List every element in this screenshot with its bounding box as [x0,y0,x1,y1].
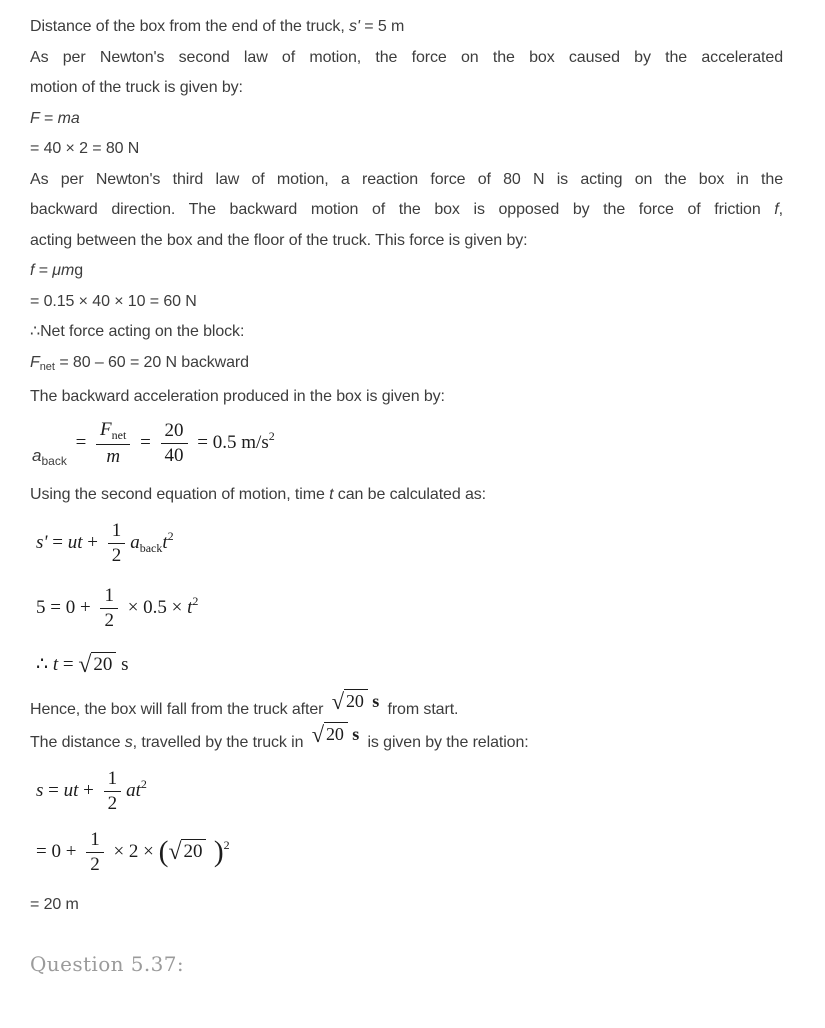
text-line [30,348,783,383]
text-run: 2 [192,593,199,608]
text-line [30,73,783,104]
text-run: = [70,431,92,453]
square-root [168,839,206,866]
text-run: a [130,531,140,553]
text-run: = [39,109,58,127]
text-line [30,165,783,196]
text-run: F [30,109,40,127]
text-run: = 0 + [36,840,82,862]
text-run: 2 [223,837,230,852]
text-run: a [32,445,42,465]
text-run: t [162,531,168,553]
text-run: ma [57,109,80,127]
radicand [91,652,116,675]
text-line [30,226,783,257]
spacer [30,921,783,949]
fraction-denominator [104,792,122,815]
text-run: = [43,779,64,801]
text-line [30,134,783,165]
equation [36,829,783,876]
text-line [30,43,783,74]
text-run: The distance [30,733,125,751]
text-run: s' [36,531,48,553]
text-run: ( [158,836,169,868]
equation [36,652,783,679]
fraction-denominator [108,544,126,567]
fraction-numerator [161,420,188,444]
text-run: from start. [383,701,459,718]
text-run: t [187,596,193,618]
text-run: + [78,779,99,801]
text-line [30,287,783,318]
fraction-numerator [104,768,122,792]
text-run: = [34,262,53,279]
text-run: Hence, the box will fall from the truck after [30,701,328,718]
text-run: 1 [111,520,122,541]
text-run: 2 [167,528,174,543]
text-run: 40 [164,444,184,466]
text-run: 20 [325,723,344,744]
square-root [78,652,116,679]
text-run: s [367,691,380,711]
text-run: μm [52,262,75,279]
text-run: 20 [164,419,184,441]
text-run: motion of the truck is given by: [30,79,243,96]
question-heading [30,949,783,980]
text-run: = [47,531,68,553]
radical-sign-icon: √ [78,652,92,678]
text-run: back [41,453,67,468]
text-line [30,480,783,511]
text-run: ∴ [36,654,53,675]
fraction-denominator [161,444,188,467]
text-run: 1 [104,585,114,606]
text-run: 1 [90,829,100,850]
text-run: g [74,262,84,279]
text-run: 1 [107,768,118,789]
text-line [30,382,783,413]
fraction [96,419,130,468]
inline-math [332,686,379,718]
fraction [104,768,122,815]
fraction-numerator [100,585,118,609]
text-run: ) [206,836,224,868]
fraction [100,585,118,632]
fraction-numerator [86,829,104,853]
equation [36,585,783,632]
fraction-denominator [86,853,104,876]
text-run: ut [63,779,79,801]
text-run: t [329,485,334,503]
equation [32,419,783,468]
text-run: 2 [111,545,122,566]
text-line [30,195,783,226]
text-run: 2 [107,793,118,814]
fraction-numerator [96,419,130,445]
text-run: net [39,360,55,373]
text-run: = [135,431,156,453]
text-run: 5 = 0 + [36,596,96,618]
text-run: F [30,353,40,371]
radicand [324,722,348,744]
text-line [30,317,783,348]
square-root [332,686,368,718]
text-run: Using the second equation of motion, time [30,485,330,503]
text-run: f [774,201,779,218]
text-line [30,256,783,287]
text-line [30,104,783,135]
text-run: is given by the relation: [363,733,529,751]
text-run: t [52,654,59,675]
fraction-denominator [100,609,118,632]
text-run: = 5 m [359,18,405,35]
text-run: ut [67,531,83,553]
text-line [30,890,783,921]
text-run: 20 [346,691,364,711]
text-run: f [30,262,35,279]
text-run: 2 [268,428,275,443]
text-run: = 0.5 m/s [192,431,269,453]
text-run: = 80 – 60 = 20 N backward [54,353,249,371]
text-run: Question 5.37: [30,951,184,976]
radicand [344,689,368,711]
text-run: can be calculated as: [333,485,487,503]
text-run: s [124,733,133,751]
text-run: at [126,779,141,801]
square-root [312,719,348,751]
text-run: back [139,540,163,555]
text-run: = 0.15 × 40 × 10 = 60 N [30,292,197,310]
text-run: × 2 × [108,840,159,862]
text-run: As per Newton's third law of motion, a reaction force of 80 N is acting on the box in the [30,170,783,188]
text-line [30,689,783,726]
text-run: × 0.5 × [122,596,188,618]
math-group [32,445,67,468]
fraction-numerator [108,520,126,544]
text-run: = [58,654,79,675]
radical-sign-icon: √ [311,721,324,747]
text-run: 2 [104,610,114,631]
fraction-denominator [96,445,130,468]
radical-sign-icon: √ [168,838,182,865]
text-line [30,721,783,759]
text-run: As per Newton's second law of motion, the force on the box caused by the accelerated [30,48,783,66]
text-run: acting between the box and the floor of the truck. This force is given by: [30,231,528,249]
equation [36,520,783,567]
radicand [181,839,206,862]
radical-sign-icon: √ [331,689,344,714]
text-run: s [347,723,360,744]
text-run: Distance of the box from the end of the truck, [30,18,350,35]
text-run: = 20 m [30,896,79,913]
text-run: 20 [93,654,113,675]
text-run: s' [349,18,360,35]
text-run: s [116,654,129,675]
text-line [30,12,783,43]
inline-math [312,719,359,751]
text-run: , travelled by the truck in [132,733,308,751]
equation [36,768,783,815]
text-run: 20 [183,840,203,862]
fraction [108,520,126,567]
fraction [161,420,188,467]
text-run: = 40 × 2 = 80 N [30,140,140,157]
text-run: 2 [90,854,100,875]
fraction [86,829,104,876]
text-run: F [100,418,112,440]
text-run: 2 [140,776,147,791]
text-run: m [106,445,121,467]
text-run: s [36,779,44,801]
text-run: backward direction. The backward motion of the box is opposed by the force of friction [30,201,775,218]
text-run: + [82,531,103,553]
text-run: net [111,427,127,442]
text-run: The backward acceleration produced in the box is given by: [30,388,445,405]
text-run: , [778,201,783,218]
text-run: ∴Net force acting on the block: [30,323,245,340]
